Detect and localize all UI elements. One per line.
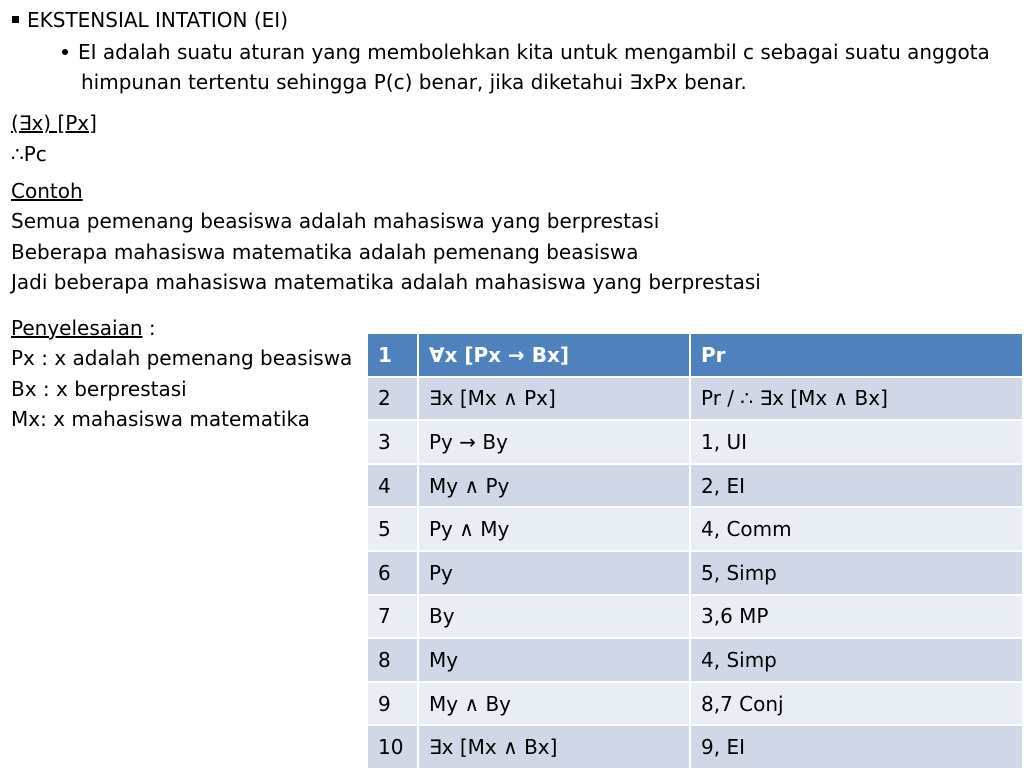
table-row bbox=[367, 507, 1023, 551]
example-line-3: Jadi beberapa mahasiswa matematika adalah mahasiswa yang berprestasi bbox=[11, 270, 761, 294]
definition-line-2: himpunan tertentu sehingga P(c) benar, jika diketahui ∃xPx benar. bbox=[81, 70, 747, 94]
heading-text: EKSTENSIAL INTATION (EI) bbox=[27, 8, 289, 32]
definition-text-1: EI adalah suatu aturan yang membolehkan kita untuk mengambil c sebagai suatu anggota bbox=[78, 40, 990, 64]
square-bullet-icon bbox=[12, 16, 19, 23]
definition-mx: Mx: x mahasiswa matematika bbox=[11, 407, 310, 431]
step-cell: 9 bbox=[367, 682, 418, 726]
reason-cell: 4, Comm bbox=[690, 507, 1023, 551]
example-line-1: Semua pemenang beasiswa adalah mahasiswa yang berprestasi bbox=[11, 209, 660, 233]
header-statement: ∀x [Px → Bx] bbox=[418, 333, 690, 377]
step-cell: 8 bbox=[367, 638, 418, 682]
example-label: Contoh bbox=[11, 179, 83, 203]
premise: (∃x) [Px] bbox=[11, 111, 97, 135]
reason-cell: 1, UI bbox=[690, 420, 1023, 464]
example-line-2: Beberapa mahasiswa matematika adalah pemenang beasiswa bbox=[11, 240, 639, 264]
step-cell: 5 bbox=[367, 507, 418, 551]
definition-px: Px : x adalah pemenang beasiswa bbox=[11, 346, 353, 370]
heading bbox=[12, 5, 288, 35]
statement-cell: ∃x [Mx ∧ Bx] bbox=[418, 725, 690, 769]
solution-label: Penyelesaian bbox=[11, 316, 143, 340]
table-row bbox=[367, 595, 1023, 639]
table-row bbox=[367, 638, 1023, 682]
definition-bx: Bx : x berprestasi bbox=[11, 377, 187, 401]
conclusion: ∴Pc bbox=[11, 142, 47, 166]
table-row bbox=[367, 377, 1023, 421]
statement-cell: Py → By bbox=[418, 420, 690, 464]
step-cell: 2 bbox=[367, 377, 418, 421]
statement-cell: Py bbox=[418, 551, 690, 595]
definition-line-1 bbox=[62, 37, 990, 67]
round-bullet-icon bbox=[62, 49, 68, 55]
proof-table bbox=[366, 332, 1024, 770]
step-cell: 3 bbox=[367, 420, 418, 464]
reason-cell: Pr / ∴ ∃x [Mx ∧ Bx] bbox=[690, 377, 1023, 421]
reason-cell: 5, Simp bbox=[690, 551, 1023, 595]
table-row bbox=[367, 725, 1023, 769]
table-row bbox=[367, 420, 1023, 464]
reason-cell: 3,6 MP bbox=[690, 595, 1023, 639]
reason-cell: 4, Simp bbox=[690, 638, 1023, 682]
statement-cell: My bbox=[418, 638, 690, 682]
reason-cell: 8,7 Conj bbox=[690, 682, 1023, 726]
step-cell: 6 bbox=[367, 551, 418, 595]
statement-cell: ∃x [Mx ∧ Px] bbox=[418, 377, 690, 421]
solution-colon: : bbox=[142, 316, 156, 340]
table-header-row bbox=[367, 333, 1023, 377]
statement-cell: My ∧ By bbox=[418, 682, 690, 726]
step-cell: 4 bbox=[367, 464, 418, 508]
step-cell: 10 bbox=[367, 725, 418, 769]
statement-cell: Py ∧ My bbox=[418, 507, 690, 551]
statement-cell: My ∧ Py bbox=[418, 464, 690, 508]
solution-heading bbox=[11, 313, 156, 343]
table-row bbox=[367, 682, 1023, 726]
statement-cell: By bbox=[418, 595, 690, 639]
header-reason: Pr bbox=[690, 333, 1023, 377]
header-step: 1 bbox=[367, 333, 418, 377]
reason-cell: 9, EI bbox=[690, 725, 1023, 769]
table-row bbox=[367, 551, 1023, 595]
reason-cell: 2, EI bbox=[690, 464, 1023, 508]
step-cell: 7 bbox=[367, 595, 418, 639]
table-row bbox=[367, 464, 1023, 508]
